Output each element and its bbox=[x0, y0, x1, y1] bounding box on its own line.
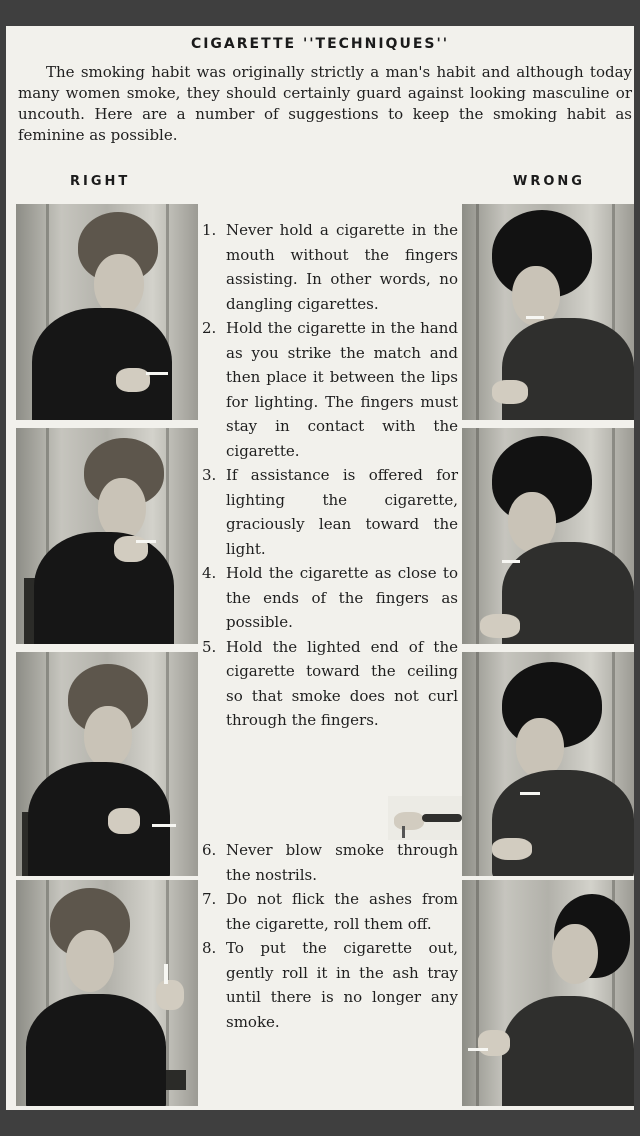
wrong-photo-3 bbox=[462, 652, 634, 876]
book-page bbox=[6, 26, 634, 1110]
right-column-header: RIGHT bbox=[70, 174, 131, 189]
instruction-item-7 bbox=[202, 887, 458, 936]
instruction-item-5 bbox=[202, 635, 458, 733]
item-text: Never hold a cigarette in the mouth without the fingers assisting. In other words, no dangling cigarettes. bbox=[226, 221, 458, 313]
item-text: To put the cigarette out, gently roll it in the ash tray until there is no longer any smoke. bbox=[226, 939, 458, 1031]
instructions-group-a bbox=[202, 218, 458, 733]
item-number: 5. bbox=[202, 637, 217, 656]
item-number: 2. bbox=[202, 319, 217, 337]
wrong-column-header: WRONG bbox=[513, 174, 585, 189]
wrong-photo-1 bbox=[462, 204, 634, 420]
right-photo-3 bbox=[16, 652, 198, 876]
item-text: Never blow smoke through the nostrils. bbox=[226, 841, 458, 884]
instruction-item-3 bbox=[202, 463, 458, 561]
item-number: 1. bbox=[202, 221, 217, 239]
page-title: CIGARETTE ''TECHNIQUES'' bbox=[190, 36, 450, 52]
instruction-item-4 bbox=[202, 561, 458, 635]
item-number: 4. bbox=[202, 564, 217, 582]
item-number: 6. bbox=[202, 841, 217, 859]
item-number: 7. bbox=[202, 890, 217, 908]
item-text: Hold the cigarette as close to the ends of the fingers as possible. bbox=[226, 564, 458, 631]
instruction-item-6 bbox=[202, 838, 458, 887]
item-number: 3. bbox=[202, 466, 217, 484]
right-photo-2 bbox=[16, 428, 198, 644]
right-photo-1 bbox=[16, 204, 198, 420]
instruction-item-8 bbox=[202, 936, 458, 1034]
right-photo-4 bbox=[16, 880, 198, 1106]
wrong-photo-2 bbox=[462, 428, 634, 644]
wrong-photo-4 bbox=[462, 880, 634, 1106]
instruction-item-1 bbox=[202, 218, 458, 316]
hand-detail-photo bbox=[388, 796, 462, 840]
item-text: Hold the lighted end of the cigarette toward the ceiling so that smoke does not curl through the fingers. bbox=[226, 637, 458, 729]
intro-paragraph: The smoking habit was originally strictly a man's habit and although today many women smoke, they should certainly guard against looking masculine or uncouth. Here are a number of suggestions to keep the smoking habit as feminine as possible. bbox=[18, 63, 632, 144]
item-text: If assistance is offered for lighting the cigarette, graciously lean toward the light. bbox=[226, 466, 458, 558]
item-text: Do not flick the ashes from the cigarette, roll them off. bbox=[226, 890, 458, 933]
instruction-item-2 bbox=[202, 316, 458, 463]
item-number: 8. bbox=[202, 939, 217, 957]
instructions-group-b bbox=[202, 838, 458, 1034]
item-text: Hold the cigarette in the hand as you strike the match and then place it between the lips for lighting. The fingers must stay in contact with the cigarette. bbox=[226, 319, 458, 460]
